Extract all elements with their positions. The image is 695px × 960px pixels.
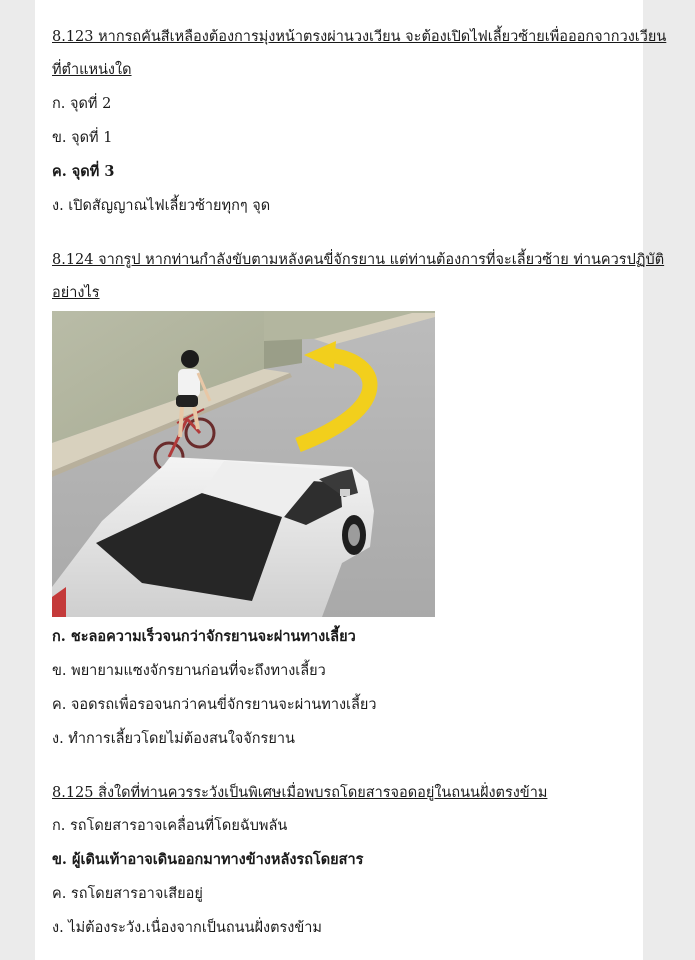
option-8-125-b-answer: ข. ผู้เดินเท้าอาจเดินออกมาทางข้างหลังรถโดยสาร <box>52 851 364 868</box>
option-8-123-c-answer: ค. จุดที่ 3 <box>52 163 115 180</box>
question-8-123-line-1: 8.123 หากรถคันสีเหลืองต้องการมุ่งหน้าตรงผ่านวงเวียน จะต้องเปิดไฟเลี้ยวซ้ายเพื่อออกจากวงเวียน <box>52 29 667 45</box>
question-8-125: 8.125 สิ่งใดที่ท่านควรระวังเป็นพิเศษเมื่อพบรถโดยสารจอดอยู่ในถนนฝั่งตรงข้าม <box>52 785 548 801</box>
option-8-123-d: ง. เปิดสัญญาณไฟเลี้ยวซ้ายทุกๆ จุด <box>52 198 271 214</box>
option-8-124-a-answer: ก. ชะลอความเร็วจนกว่าจักรยานจะผ่านทางเลี้ยว <box>52 628 356 645</box>
option-8-125-c: ค. รถโดยสารอาจเสียอยู่ <box>52 886 203 902</box>
option-8-125-d: ง. ไม่ต้องระวัง.เนื่องจากเป็นถนนฝั่งตรงข้าม <box>52 920 322 936</box>
option-8-125-a: ก. รถโดยสารอาจเคลื่อนที่โดยฉับพลัน <box>52 818 288 834</box>
option-8-124-b: ข. พยายามแซงจักรยานก่อนที่จะถึงทางเลี้ยว <box>52 663 326 679</box>
document-page <box>35 0 667 960</box>
option-8-124-c: ค. จอดรถเพื่อรอจนกว่าคนขี่จักรยานจะผ่านทางเลี้ยว <box>52 697 377 713</box>
option-8-124-d: ง. ทำการเลี้ยวโดยไม่ต้องสนใจจักรยาน <box>52 731 295 747</box>
option-8-123-a: ก. จุดที่ 2 <box>52 96 112 112</box>
car-following-cyclist-illustration <box>52 311 435 617</box>
question-8-124-line-1: 8.124 จากรูป หากท่านกำลังขับตามหลังคนขี่จักรยาน แต่ท่านต้องการที่จะเลี้ยวซ้าย ท่านควรปฏิบัติ <box>52 252 665 268</box>
option-8-123-b: ข. จุดที่ 1 <box>52 130 113 146</box>
question-8-123-line-2: ที่ตำแหน่งใด <box>52 62 132 78</box>
question-8-124-line-2: อย่างไร <box>52 285 100 301</box>
